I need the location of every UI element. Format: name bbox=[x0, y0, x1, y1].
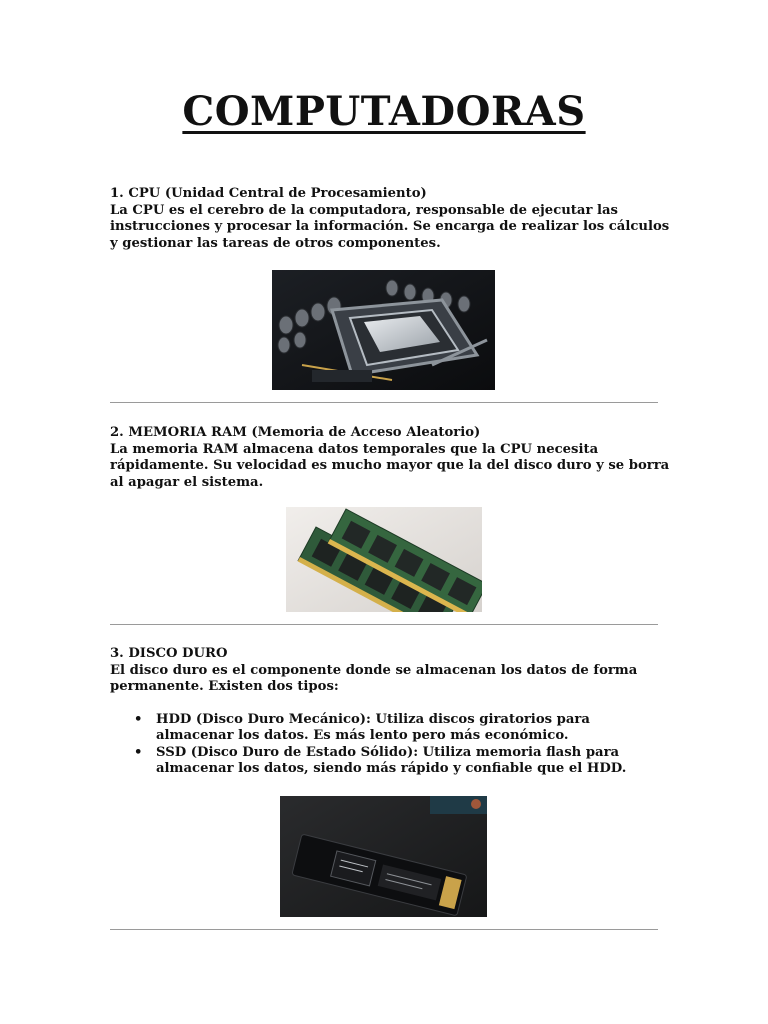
list-item-term: SSD (Disco Duro de Estado Sólido) bbox=[156, 744, 414, 760]
list-item-text: : Utiliza memoria flash para almacenar los datos, siendo más rápido y confiable que el HDD. bbox=[156, 744, 627, 776]
section-cpu bbox=[110, 186, 670, 252]
storage-types-list bbox=[110, 712, 670, 778]
section-heading: 2. MEMORIA RAM (Memoria de Acceso Aleatorio) bbox=[110, 425, 481, 440]
list-item bbox=[110, 712, 670, 745]
section-heading: 3. DISCO DURO bbox=[110, 646, 228, 661]
section-divider bbox=[110, 402, 658, 403]
page-title: COMPUTADORAS bbox=[182, 88, 586, 135]
section-heading: 1. CPU (Unidad Central de Procesamiento) bbox=[110, 186, 427, 201]
list-item-term: HDD (Disco Duro Mecánico) bbox=[156, 711, 367, 727]
bullet-icon: • bbox=[134, 744, 143, 760]
section-divider bbox=[110, 624, 658, 625]
bullet-icon: • bbox=[134, 711, 143, 727]
section-ram bbox=[110, 425, 670, 491]
list-item-text: : Utiliza discos giratorios para almacenar los datos. Es más lento pero más económico. bbox=[156, 711, 590, 743]
section-body: La CPU es el cerebro de la computadora, responsable de ejecutar las instrucciones y procesar la información. Se encarga de realizar los cálculos y gestionar las tareas de otros componentes. bbox=[110, 202, 670, 251]
section-body: La memoria RAM almacena datos temporales que la CPU necesita rápidamente. Su velocidad es mucho mayor que la del disco duro y se borra al apagar el sistema. bbox=[110, 441, 670, 490]
section-divider bbox=[110, 929, 658, 930]
ram-photo bbox=[286, 507, 482, 612]
section-body: El disco duro es el componente donde se almacenan los datos de forma permanente. Existen dos tipos: bbox=[110, 662, 638, 694]
ssd-photo bbox=[280, 796, 487, 917]
cpu-photo bbox=[272, 270, 495, 390]
section-disco-duro bbox=[110, 646, 670, 778]
list-item bbox=[110, 745, 670, 778]
